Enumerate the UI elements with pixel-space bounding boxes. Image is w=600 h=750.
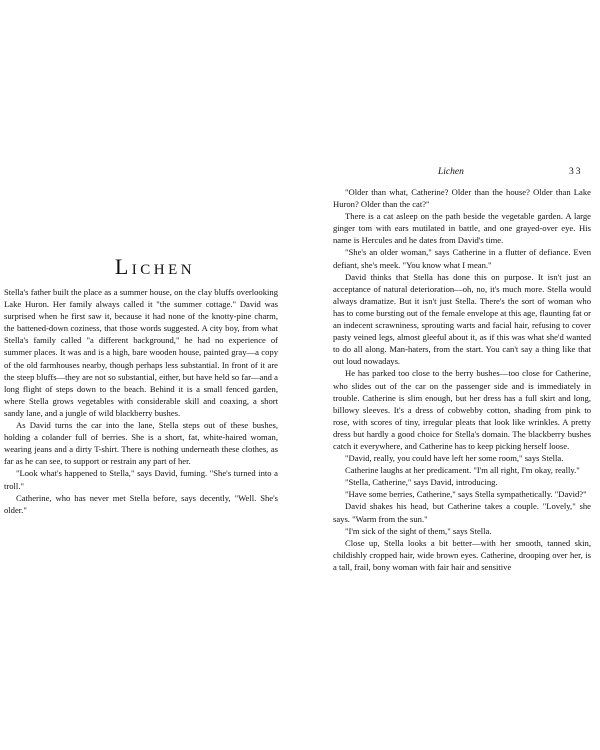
paragraph: There is a cat asleep on the path beside the vegetable garden. A large ginger tom with ears mutilated in battle, and one grayed-over eye. His name is Hercules and he dates from David's time. [333,211,591,246]
left-page-body [4,286,278,516]
paragraph: "Look what's happened to Stella," says David, fuming. "She's turned into a troll." [4,468,278,491]
paragraph: Catherine laughs at her predicament. "I'm all right, I'm okay, really." [345,465,580,476]
paragraph: David thinks that Stella has done this on purpose. It isn't just an acceptance of natural deterioration—oh, no, it's much more. Stella would always dramatize. But it isn't just Stella. There's the sort of woman who has to come bursting out of the female envelope at this age, flaunting fat or an indecent scrawniness, sprouting warts and facial hair, refusing to cover pasty veined legs, almost gleeful about it, as if this was what she'd wanted to do all along. Man-haters, from the start. You can't say a thing like that out loud nowadays. [333,271,591,367]
paragraph: "Have some berries, Catherine," says Stella sympathetically. "David?" [345,489,587,500]
paragraph: "Stella, Catherine," says David, introducing. [345,477,498,488]
right-page-body [333,186,591,573]
page-number: 33 [569,167,583,177]
paragraph: Stella's father built the place as a summer house, on the clay bluffs overlooking Lake Huron. Her family always called it "the summer cottage." David was surprised when he first saw it, because it had none of the knotty-pine charm, the battened-down coziness, that those words suggested. A city boy, from what Stella's family called "a different background," he had no experience of summer places. It was and is a high, bare wooden house, painted gray—a copy of the old farmhouses nearby, though perhaps less substantial. In front of it are the steep bluffs—they are not so substantial, either, but have held so far—and a long flight of steps down to the beach. Behind it is a small fenced garden, where Stella grows vegetables with considerable skill and coaxing, a short sandy lane, and a jungle of wild blackberry bushes. [4,287,278,418]
chapter-title: Lichen [114,254,196,279]
paragraph: Catherine, who has never met Stella before, says decently, "Well. She's older." [4,492,278,515]
paragraph: "Older than what, Catherine? Older than the house? Older than Lake Huron? Older than the cat?" [333,187,591,210]
running-head: Lichen [438,167,464,177]
paragraph: "She's an older woman," says Catherine in a flutter of defiance. Even defiant, she's meek. "You know what I mean." [333,247,591,270]
paragraph: David shakes his head, but Catherine takes a couple. "Lovely," she says. "Warm from the sun." [333,501,591,524]
paragraph: "David, really, you could have left her some room," says Stella. [345,453,564,464]
paragraph: He has parked too close to the berry bushes—too close for Catherine, who slides out of the car on the passenger side and is immediately in trouble. Catherine is slim enough, but her dress has a full skirt and long, billowy sleeves. It's a dress of cobwebby cotton, shading from pink to rose, with scores of tiny, irregular pleats that look like wrinkles. A pretty dress but hardly a good choice for Stella's domain. The blackberry bushes catch it everywhere, and Catherine has to keep picking herself loose. [333,368,591,451]
paragraph: "I'm sick of the sight of them," says Stella. [345,525,492,536]
paragraph: As David turns the car into the lane, Stella steps out of these bushes, holding a colander full of berries. She is a short, fat, white-haired woman, wearing jeans and a dirty T-shirt. There is nothing underneath these clothes, as far as he can see, to support or restrain any part of her. [4,420,278,467]
paragraph: Close up, Stella looks a bit better—with her smooth, tanned skin, childishly cropped hair, wide brown eyes. Catherine, drooping over her, is a tall, frail, bony woman with fair hair and sensitive [333,537,591,572]
